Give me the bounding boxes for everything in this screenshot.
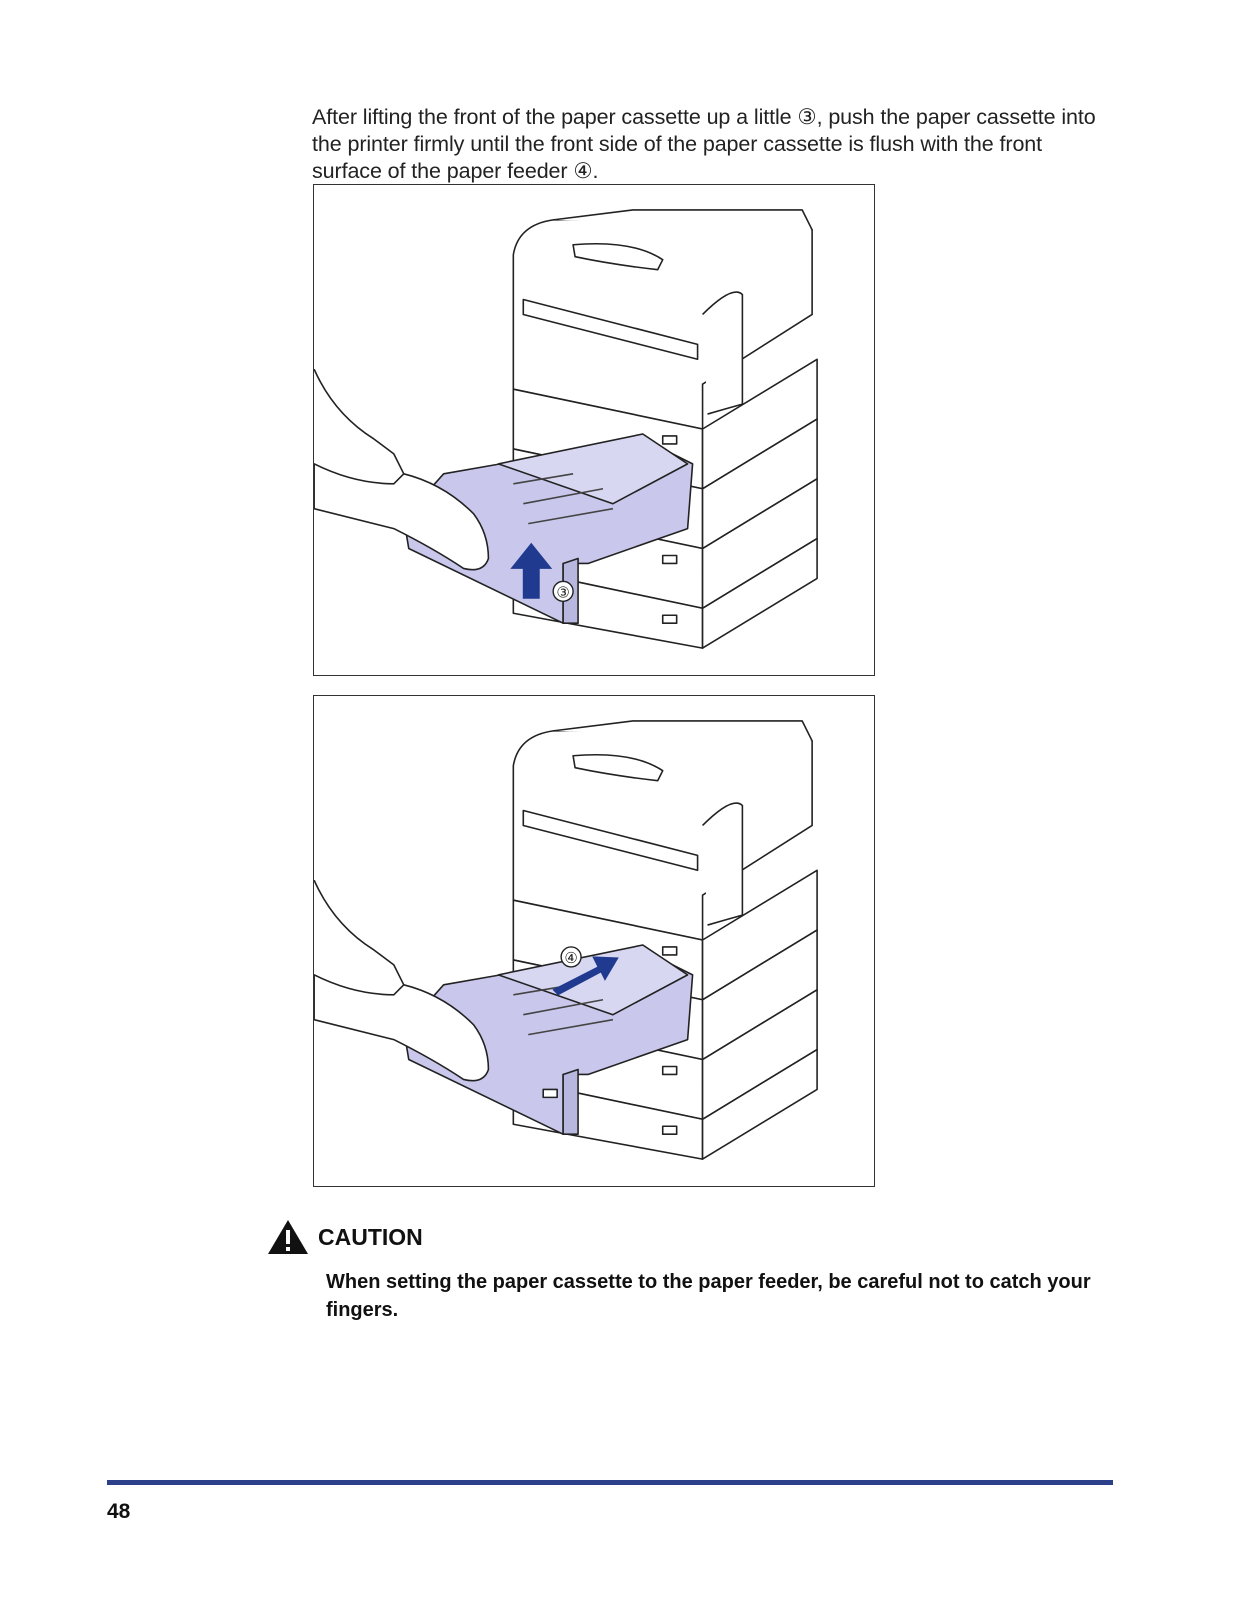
printer-push-illustration — [314, 696, 874, 1186]
instruction-paragraph: After lifting the front of the paper cassette up a little ③, push the paper cassette into the printer firmly until the front side of the paper cassette is flush with the front surface of the paper feeder ④. — [312, 104, 1096, 183]
illustration-lift-cassette — [313, 184, 875, 676]
caution-heading — [266, 1218, 1126, 1256]
callout-3-label: ③ — [556, 584, 570, 602]
caution-box — [266, 1218, 1126, 1324]
illustration-push-cassette — [313, 695, 875, 1187]
page-number: 48 — [107, 1500, 131, 1523]
caution-text: When setting the paper cassette to the paper feeder, be careful not to catch your fingers. — [326, 1271, 1091, 1321]
warning-triangle-icon — [266, 1218, 310, 1256]
footer-rule — [107, 1480, 1113, 1485]
printer-lift-illustration — [314, 185, 874, 675]
callout-4-label: ④ — [564, 949, 578, 967]
caution-title: CAUTION — [318, 1223, 423, 1250]
